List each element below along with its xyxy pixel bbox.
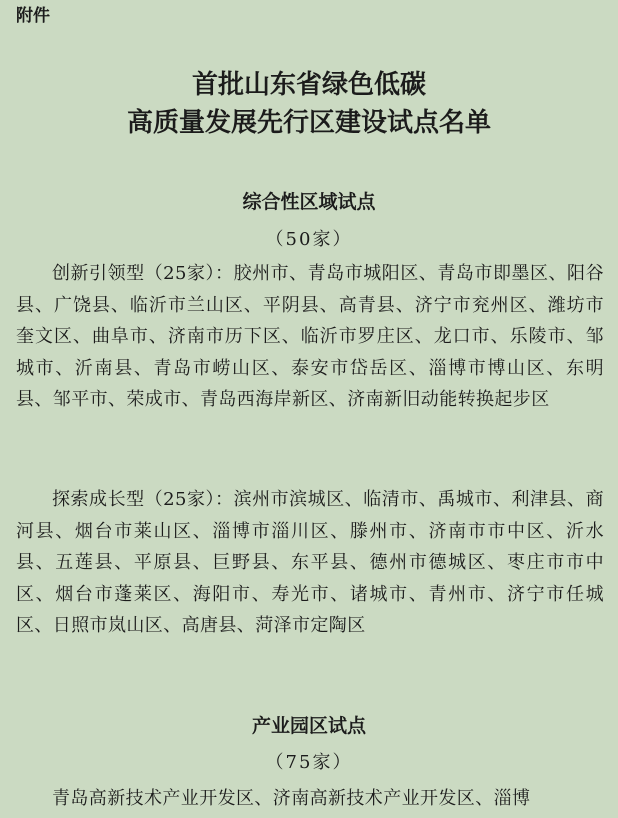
section-count-industrial-park: （75家） — [265, 752, 353, 773]
paragraph-industrial-parks: 青岛高新技术产业开发区、济南高新技术产业开发区、淄博 — [52, 788, 531, 809]
paragraph-innovation-leading: 创新引领型（25家）：胶州市、青岛市城阳区、青岛市即墨区、阳谷县、广饶县、临沂市兰山区、平阴县、高青县、济宁市兖州区、潍坊市奎文区、曲阜市、济南市历下区、临沂市罗庄区、龙口市、乐陵市、邹城市、沂南县、青岛市崂山区、泰安市岱岳区、淄博市博山区、东明县、邹平市、荣成市、青岛西海岸新区、济南新旧动能转换起步区 — [16, 263, 604, 410]
title-line-2: 高质量发展先行区建设试点名单 — [126, 108, 491, 138]
section-count-comprehensive: （50家） — [265, 229, 353, 250]
title-line-1: 首批山东省绿色低碳 — [191, 70, 426, 100]
section-heading-comprehensive: 综合性区域试点 — [242, 191, 376, 213]
section-heading-industrial-park: 产业园区试点 — [251, 715, 366, 737]
paragraph-exploration-growth: 探索成长型（25家）：滨州市滨城区、临清市、禹城市、利津县、商河县、烟台市莱山区、淄博市淄川区、滕州市、济南市市中区、沂水县、五莲县、平原县、巨野县、东平县、德州市德城区、枣庄市市中区、烟台市蓬莱区、海阳市、寿光市、诸城市、青州市、济宁市任城区、日照市岚山区、高唐县、菏泽市定陶区 — [16, 489, 604, 636]
attachment-label: 附件 — [16, 6, 50, 26]
document-title — [0, 66, 618, 142]
